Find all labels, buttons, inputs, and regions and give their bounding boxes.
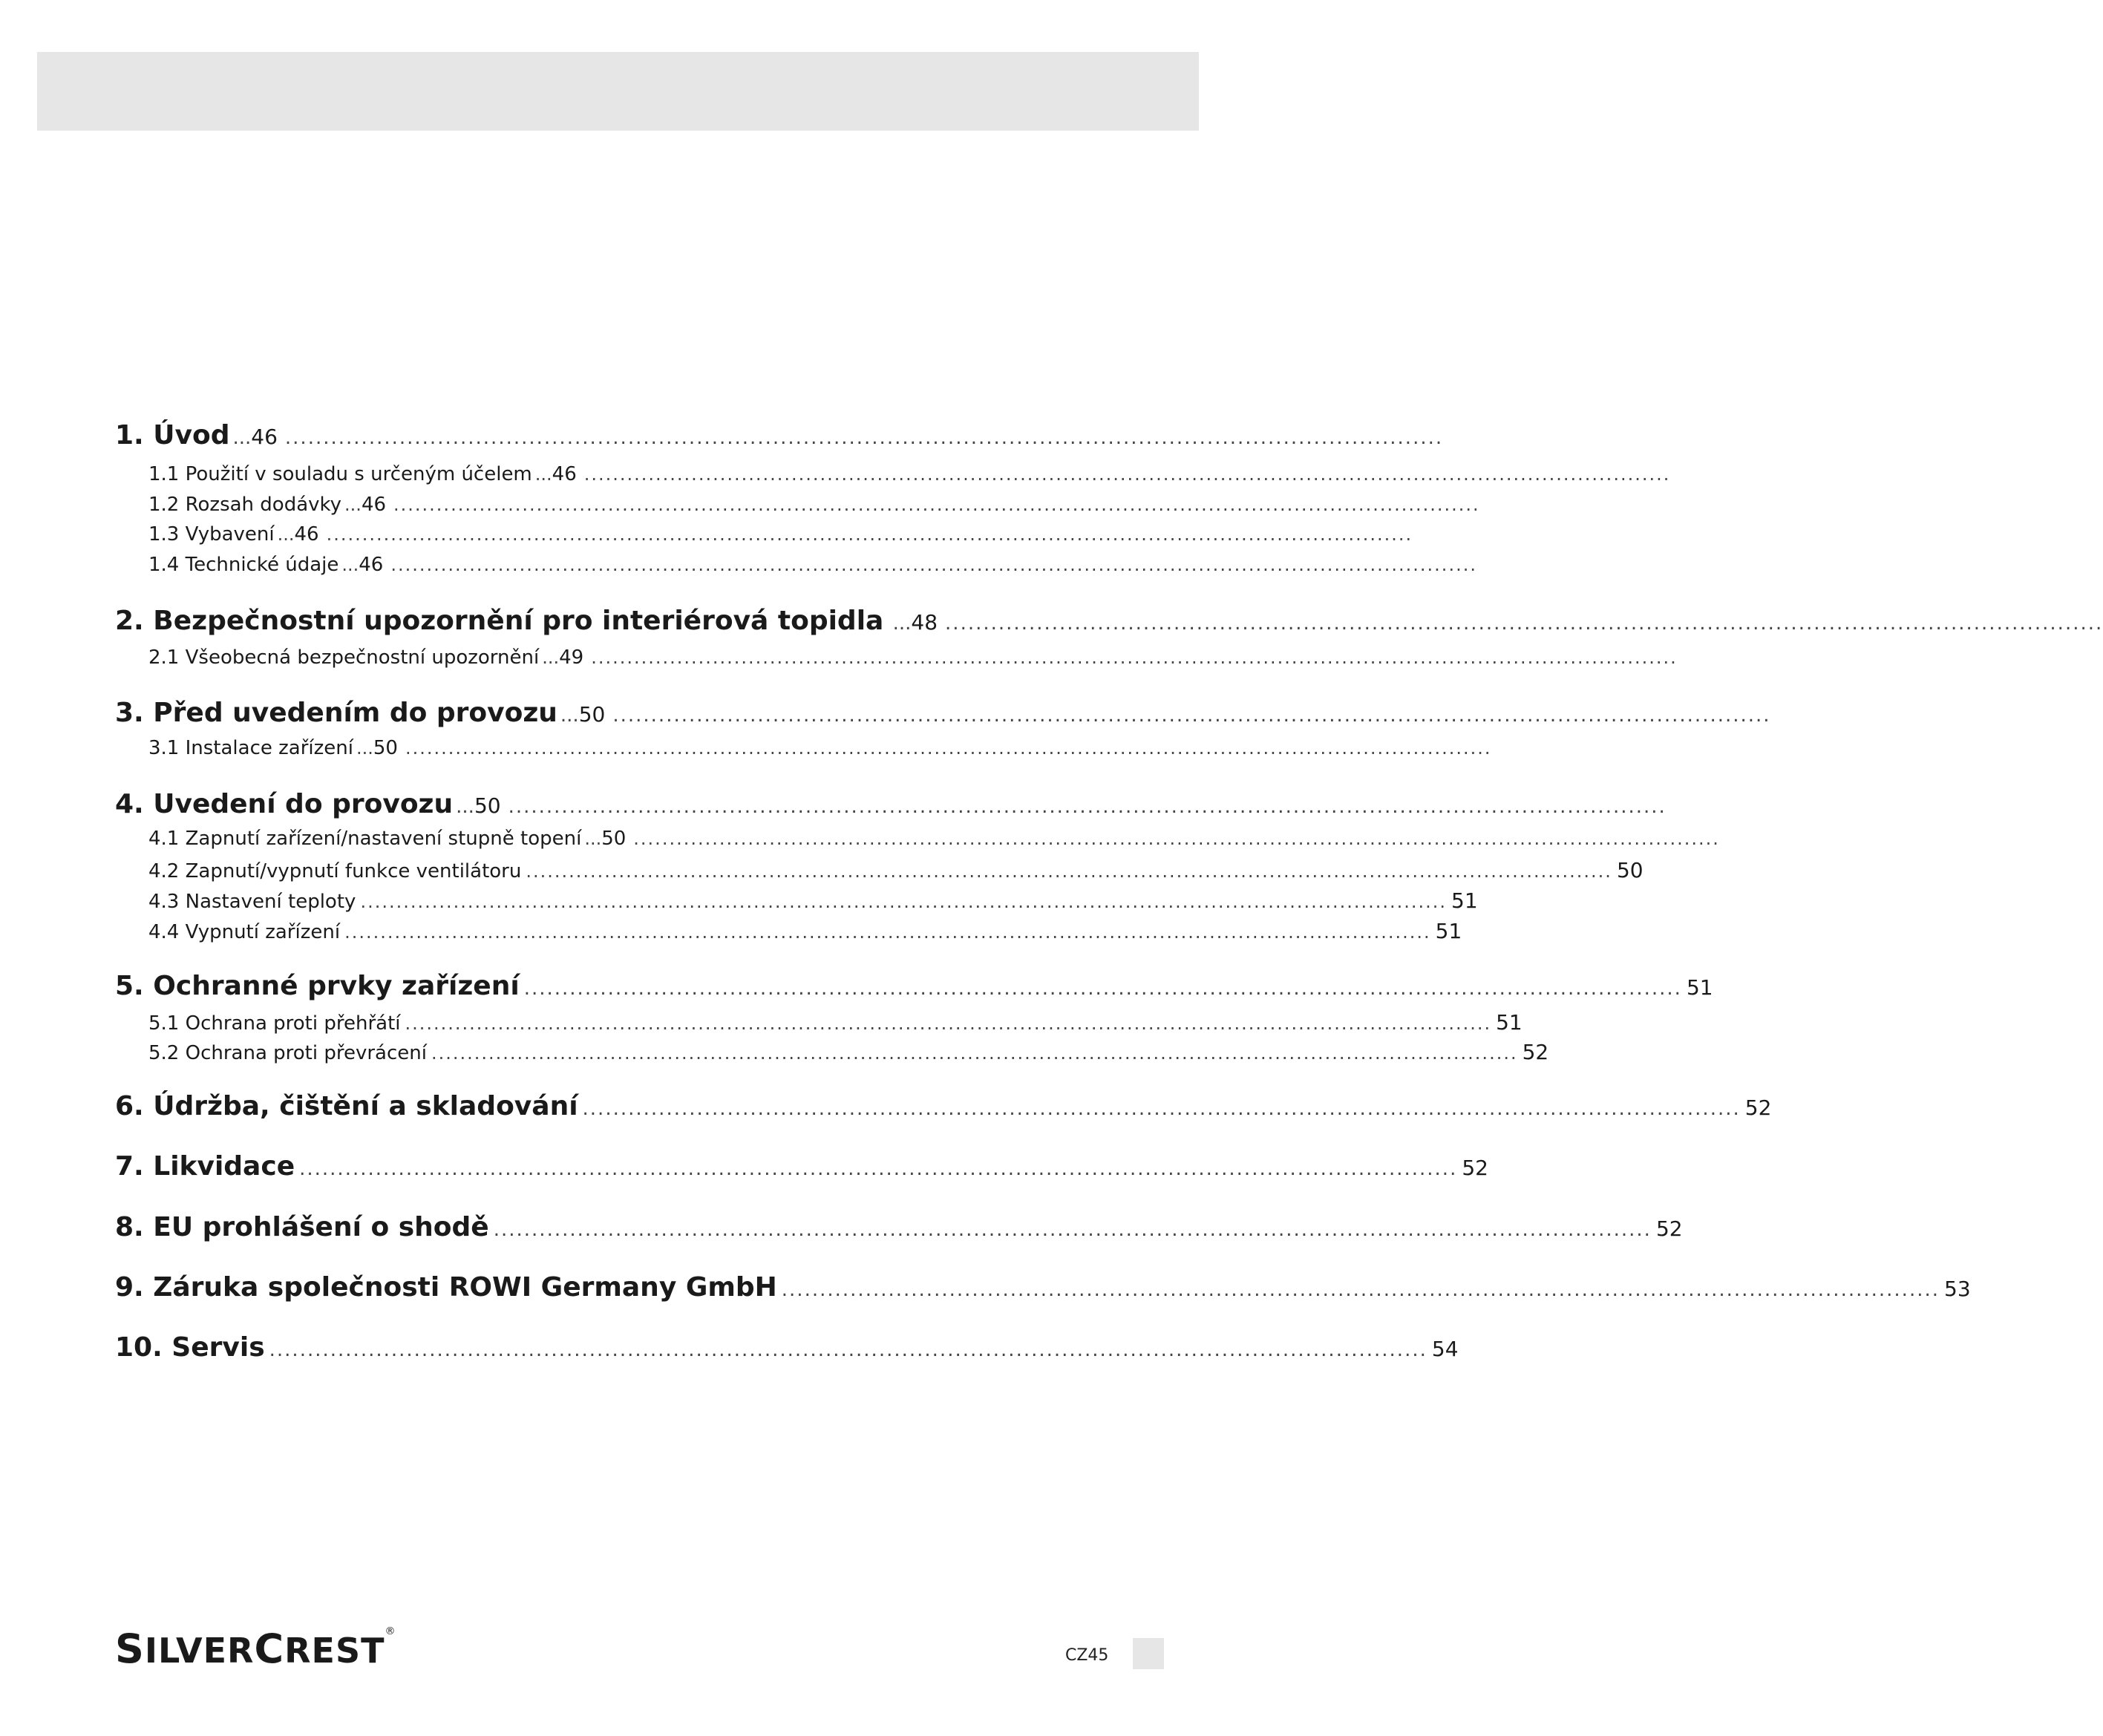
toc-leader: ........................................................................................................................................................ [360,891,1448,912]
toc-entry[interactable] [115,1091,1772,1121]
toc-entry[interactable] [148,737,1492,759]
toc-page: 49 [559,646,584,669]
toc-entry[interactable] [148,1040,1549,1064]
toc-title: 5.1 Ochrana proti přehřátí [148,1012,401,1035]
toc-leader: ........................................................................................................................................................ [508,796,1667,818]
toc-leader: ... [534,464,552,485]
toc-leader: ... [356,738,373,759]
toc-leader: ... [886,612,912,635]
toc-entry[interactable] [115,420,1444,451]
toc-title: 4.4 Vypnutí zařízení [148,921,341,943]
toc-leader: ........................................................................................................................................................ [945,612,2103,635]
toc-leader: ........................................................................................................................................................ [405,738,1492,759]
toc-page: 52 [1462,1156,1488,1180]
toc-title: 1.2 Rozsah dodávky [148,494,342,516]
toc-entry[interactable] [115,1272,1971,1303]
toc-page: 52 [1522,1040,1549,1064]
toc-leader: ... [542,647,560,668]
toc-title: 5. Ochranné prvky zařízení [115,971,520,1001]
toc-page: 52 [1655,1216,1683,1241]
toc-leader: ........................................................................................................................................................ [344,922,1431,943]
toc-entry[interactable] [115,606,2103,636]
toc-leader: ........................................................................................................................................................ [284,427,1444,449]
toc-leader: ........................................................................................................................................................ [781,1279,1940,1301]
toc-page: 50 [1616,858,1644,882]
toc-title: 2. Bezpečnostní upozornění pro interiérová topidla [115,606,884,636]
toc-leader: ........................................................................................................................................................ [526,861,1612,882]
toc-title: 1. Úvod [115,420,230,451]
toc-leader: ........................................................................................................................................................ [431,1043,1518,1064]
toc-title: 10. Servis [115,1332,265,1363]
toc-leader: ... [560,704,579,727]
toc-page: 46 [251,425,278,449]
toc-entry[interactable] [148,828,1720,850]
toc-leader: ........................................................................................................................................................ [299,1158,1458,1180]
toc-leader: ........................................................................................................................................................ [633,828,1720,849]
toc-page: 46 [552,463,577,485]
toc-leader: ........................................................................................................................................................ [405,1013,1492,1034]
toc-title: 1.4 Technické údaje [148,554,339,576]
toc-entry[interactable] [115,1332,1459,1363]
toc-entry[interactable] [115,698,1771,728]
toc-page: 51 [1435,919,1462,943]
toc-entry[interactable] [148,494,1480,516]
page-tab-marker [1133,1638,1164,1669]
toc-entry[interactable] [115,1212,1683,1242]
toc-page: 54 [1431,1337,1459,1361]
page-number: CZ45 [1065,1646,1109,1665]
toc-entry[interactable] [148,1010,1523,1035]
toc-page: 52 [1744,1095,1772,1120]
toc-title: 6. Údržba, čištění a skladování [115,1091,578,1121]
toc-entry[interactable] [148,554,1477,576]
toc-page: 48 [911,610,938,635]
toc-entry[interactable] [148,523,1413,546]
toc-entry[interactable] [148,646,1678,669]
toc-leader: ... [344,494,362,515]
toc-leader: ... [584,828,602,849]
toc-entry[interactable] [115,1151,1488,1182]
toc-leader: ... [341,554,359,575]
toc-title: 4.3 Nastavení teploty [148,891,356,913]
toc-title: 4.2 Zapnutí/vypnutí funkce ventilátoru [148,860,522,882]
toc-title: 8. EU prohlášení o shodě [115,1212,489,1242]
toc-title: 2.1 Všeobecná bezpečnostní upozornění [148,646,540,669]
toc-entry[interactable] [115,789,1667,819]
toc-page: 46 [294,523,319,546]
header-band [37,52,1199,131]
toc-leader: ... [277,524,295,545]
toc-leader: ........................................................................................................................................................ [269,1339,1427,1361]
toc-page: 51 [1451,888,1478,913]
toc-leader: ........................................................................................................................................................ [523,977,1682,1000]
toc-title: 3.1 Instalace zařízení [148,737,353,759]
toc-entry[interactable] [148,919,1462,943]
toc-leader: ........................................................................................................................................................ [583,464,1671,485]
toc-page: 53 [1944,1277,1971,1301]
toc-title: 4. Uvedení do provozu [115,789,454,819]
toc-page: 50 [578,702,606,727]
toc-title: 4.1 Zapnutí zařízení/nastavení stupně topení [148,828,582,850]
toc-page: 51 [1686,975,1713,1000]
brand-logo: SILVERCREST® [115,1625,396,1672]
toc-leader: ... [232,427,252,449]
toc-leader: ........................................................................................................................................................ [326,524,1413,545]
toc-page: 50 [474,793,501,818]
toc-leader: ........................................................................................................................................................ [582,1098,1741,1120]
toc-leader: ........................................................................................................................................................ [393,494,1480,515]
toc-title: 5.2 Ochrana proti převrácení [148,1042,427,1064]
toc-entry[interactable] [148,888,1478,913]
toc-leader: ........................................................................................................................................................ [591,647,1678,668]
toc-page: 51 [1496,1010,1523,1035]
toc-page: 50 [373,737,398,759]
toc-leader: ........................................................................................................................................................ [493,1219,1652,1241]
toc-page: 46 [359,554,384,576]
toc-entry[interactable] [115,971,1713,1001]
toc-entry[interactable] [148,858,1644,882]
toc-title: 1.3 Vybavení [148,523,275,546]
toc-page: 46 [361,494,387,516]
toc-entry[interactable] [148,463,1671,485]
toc-title: 3. Před uvedením do provozu [115,698,557,728]
toc-title: 9. Záruka společnosti ROWI Germany GmbH [115,1272,777,1303]
toc-leader: ........................................................................................................................................................ [612,704,1771,727]
toc-title: 1.1 Použití v souladu s určeným účelem [148,463,532,485]
toc-page: 50 [601,828,627,850]
toc-leader: ... [456,796,474,818]
toc-leader: ........................................................................................................................................................ [390,554,1477,575]
toc-title: 7. Likvidace [115,1151,295,1182]
